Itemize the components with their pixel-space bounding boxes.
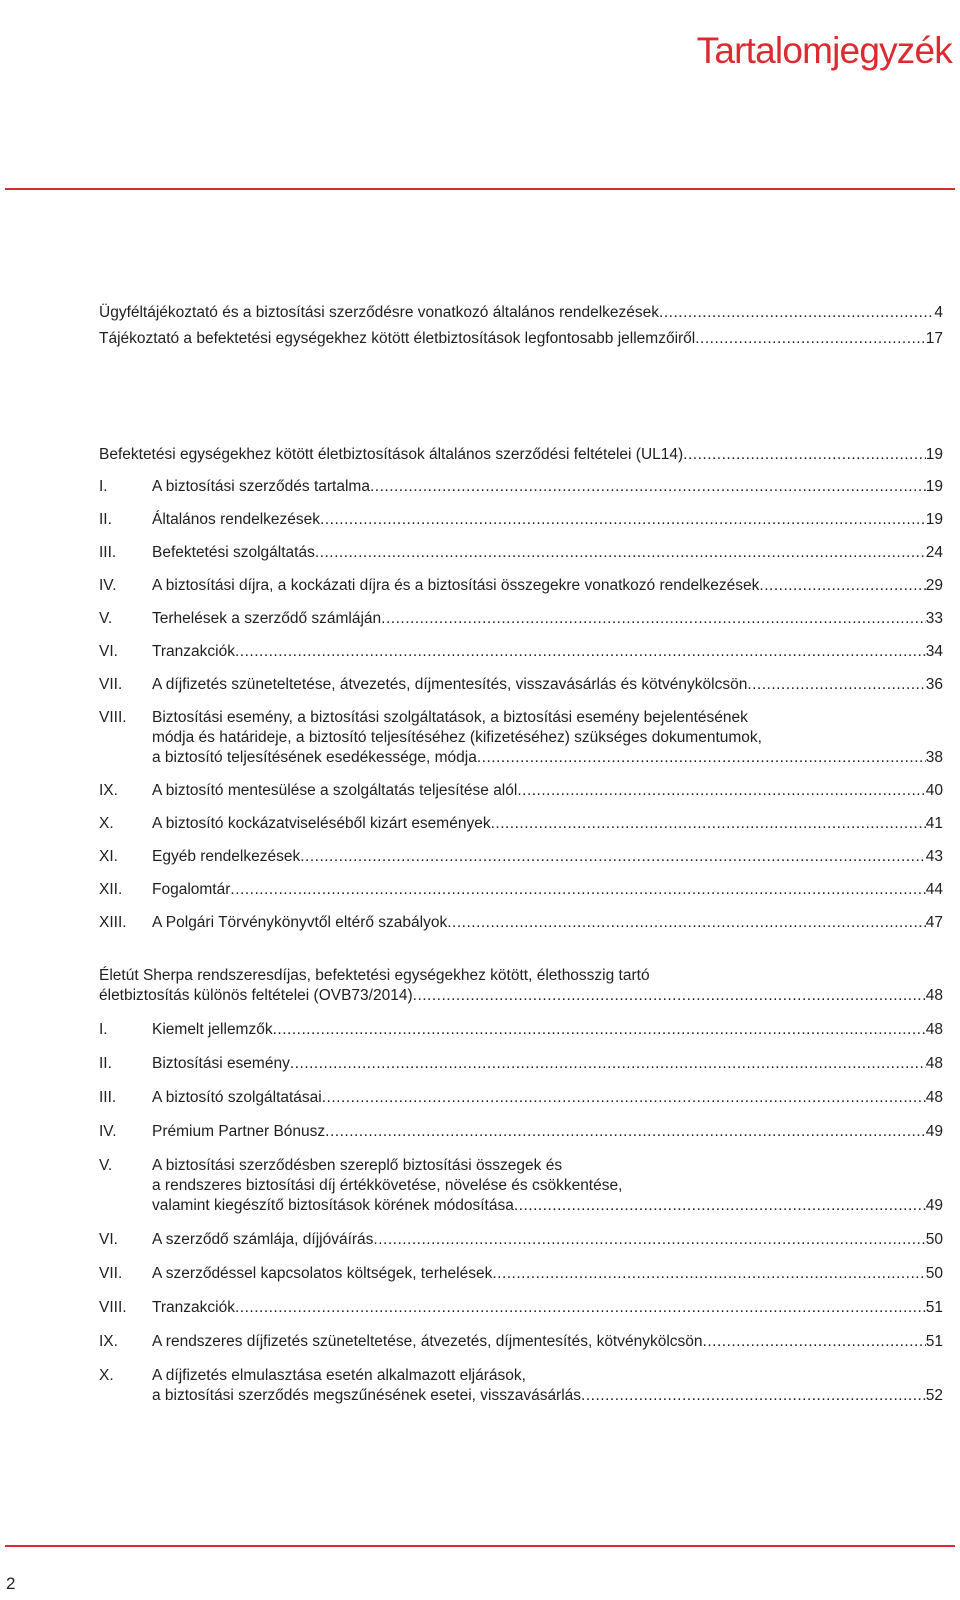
entry-page-number: 19 [925, 478, 943, 495]
entry-page-number: 50 [925, 1231, 943, 1248]
toc-entry[interactable] [99, 1156, 943, 1216]
entry-title: A szerződő számlája, díjjóváírás [152, 1231, 374, 1248]
entry-body [152, 1020, 943, 1040]
entry-roman-numeral: VII. [99, 676, 123, 693]
entry-body [152, 1264, 943, 1284]
toc-line [152, 1122, 943, 1142]
entry-roman-numeral: IX. [99, 1333, 118, 1350]
entry-title: a biztosítási szerződés megszűnésének esetei, visszavásárlás [152, 1387, 582, 1404]
entry-body [152, 1088, 943, 1108]
entry-page-number: 48 [925, 1021, 943, 1038]
dot-leader [491, 814, 926, 834]
dot-leader [747, 675, 925, 695]
dot-leader [695, 329, 926, 349]
entry-body [152, 1230, 943, 1250]
toc-line [152, 1386, 943, 1406]
entry-page-number: 49 [925, 1197, 943, 1214]
page-number: 2 [6, 1574, 16, 1593]
entry-title-line: Életút Sherpa rendszeresdíjas, befektetési egységekhez kötött, élethosszig tartó [99, 967, 650, 984]
entry-title: Tranzakciók [152, 643, 235, 660]
entry-page-number: 44 [925, 881, 943, 898]
entry-body [152, 708, 943, 768]
toc-entry[interactable] [99, 543, 943, 563]
toc-entry[interactable] [99, 1020, 943, 1040]
entry-page-number: 48 [925, 1089, 943, 1106]
entry-body [152, 477, 943, 497]
entry-page-number: 41 [925, 815, 943, 832]
toc-entry[interactable] [99, 576, 943, 596]
toc-line [152, 748, 943, 768]
toc-entry[interactable] [99, 1230, 943, 1250]
toc-line [152, 477, 943, 497]
entry-page-number: 29 [925, 577, 943, 594]
entry-body [152, 609, 943, 629]
entry-page-number: 51 [925, 1333, 943, 1350]
toc-entry[interactable] [99, 1298, 943, 1318]
toc-entry[interactable] [99, 708, 943, 768]
entry-page-number: 49 [925, 1123, 943, 1140]
toc-line [99, 303, 943, 323]
entry-roman-numeral: V. [99, 610, 113, 627]
entry-title: A biztosítási díjra, a kockázati díjra és a biztosítási összegekre vonatkozó rendelkezések [152, 577, 760, 594]
toc-line [152, 814, 943, 834]
toc-entry[interactable] [99, 675, 943, 695]
toc-line [152, 1196, 943, 1216]
entry-roman-numeral: XII. [99, 881, 123, 898]
dot-leader [447, 913, 926, 933]
toc-line [99, 986, 943, 1006]
dot-leader [477, 748, 926, 768]
toc-entry[interactable] [99, 880, 943, 900]
entry-title: Befektetési szolgáltatás [152, 544, 315, 561]
entry-roman-numeral: VII. [99, 1265, 123, 1282]
entry-title: A díjfizetés szüneteltetése, átvezetés, díjmentesítés, visszavásárlás és kötvénykölcsön [152, 676, 748, 693]
entry-title: Terhelések a szerződő számláján [152, 610, 382, 627]
dot-leader [517, 781, 925, 801]
entry-roman-numeral: III. [99, 1089, 117, 1106]
dot-leader [381, 609, 926, 629]
toc-line [152, 675, 943, 695]
dot-leader [230, 880, 925, 900]
entry-page-number: 51 [925, 1299, 943, 1316]
toc-entry[interactable] [99, 913, 943, 933]
entry-title: Egyéb rendelkezések [152, 848, 301, 865]
entry-title: Általános rendelkezések [152, 511, 321, 528]
entry-title: A biztosító mentesülése a szolgáltatás teljesítése alól [152, 782, 518, 799]
entry-title: Kiemelt jellemzők [152, 1021, 273, 1038]
toc-entry[interactable] [99, 1264, 943, 1284]
entry-roman-numeral: X. [99, 1367, 114, 1384]
toc-entry[interactable] [99, 642, 943, 662]
toc-entry[interactable] [99, 781, 943, 801]
entry-page-number: 4 [934, 304, 943, 321]
entry-title: valamint kiegészítő biztosítások körének módosítása [152, 1197, 514, 1214]
toc-line [152, 847, 943, 867]
entry-title: Biztosítási esemény [152, 1055, 290, 1072]
entry-page-number: 50 [925, 1265, 943, 1282]
toc-entry[interactable] [99, 1088, 943, 1108]
toc-entry[interactable] [99, 609, 943, 629]
toc-line [152, 913, 943, 933]
entry-body [152, 675, 943, 695]
entry-roman-numeral: VI. [99, 643, 118, 660]
toc-line [152, 510, 943, 530]
entry-page-number: 52 [925, 1387, 943, 1404]
toc-line [99, 445, 943, 465]
entry-title: Tájékoztató a befektetési egységekhez kötött életbiztosítások legfontosabb jellemzőiről [99, 330, 696, 347]
toc-line [152, 576, 943, 596]
entry-title-line: Biztosítási esemény, a biztosítási szolgáltatások, a biztosítási esemény bejelentésének [152, 709, 748, 726]
dot-leader [290, 1054, 926, 1074]
entry-title-line: a rendszeres biztosítási díj értékkövetése, növelése és csökkentése, [152, 1177, 623, 1194]
entry-body [152, 880, 943, 900]
entry-title: A biztosítási szerződés tartalma [152, 478, 370, 495]
dot-leader [322, 1088, 926, 1108]
entry-page-number: 43 [925, 848, 943, 865]
entry-page-number: 17 [925, 330, 943, 347]
dot-leader [300, 847, 926, 867]
dot-leader [235, 1298, 926, 1318]
entry-title: A biztosító kockázatviseléséből kizárt események [152, 815, 491, 832]
toc-entry[interactable] [99, 1122, 943, 1142]
entry-title: Prémium Partner Bónusz [152, 1123, 326, 1140]
entry-page-number: 24 [925, 544, 943, 561]
entry-roman-numeral: VIII. [99, 1299, 127, 1316]
entry-roman-numeral: II. [99, 1055, 112, 1072]
footer-divider [5, 1545, 955, 1547]
entry-title: Fogalomtár [152, 881, 231, 898]
entry-page-number: 19 [925, 446, 943, 463]
entry-roman-numeral: X. [99, 815, 114, 832]
entry-title: Tranzakciók [152, 1299, 235, 1316]
toc-entry[interactable] [99, 477, 943, 497]
entry-title: Befektetési egységekhez kötött életbiztosítások általános szerződési feltételei (UL14) [99, 446, 684, 463]
toc-intro [99, 303, 943, 349]
entry-roman-numeral: VI. [99, 1231, 118, 1248]
entry-body [152, 642, 943, 662]
entry-title: A biztosító szolgáltatásai [152, 1089, 322, 1106]
toc-line [152, 1332, 943, 1352]
toc-entry[interactable] [99, 329, 943, 349]
entry-body [152, 847, 943, 867]
entry-body [152, 1298, 943, 1318]
entry-page-number: 40 [925, 782, 943, 799]
toc-entry[interactable] [99, 303, 943, 323]
toc-section-ovb73 [99, 966, 943, 1406]
dot-leader [370, 477, 926, 497]
dot-leader [703, 1332, 926, 1352]
toc-line [152, 1054, 943, 1074]
entry-roman-numeral: IV. [99, 1123, 117, 1140]
entry-page-number: 48 [925, 1055, 943, 1072]
toc-section-ul14 [99, 445, 943, 933]
page-title: Tartalomjegyzék [696, 30, 952, 71]
entry-title: a biztosító teljesítésének esedékessége, módja [152, 749, 477, 766]
entry-roman-numeral: XIII. [99, 914, 127, 931]
dot-leader [315, 543, 926, 563]
header-divider [5, 188, 955, 190]
entry-body [152, 510, 943, 530]
entry-roman-numeral: VIII. [99, 709, 127, 726]
entry-page-number: 36 [925, 676, 943, 693]
entry-roman-numeral: V. [99, 1157, 113, 1174]
toc-line [152, 1020, 943, 1040]
entry-page-number: 38 [925, 749, 943, 766]
entry-roman-numeral: IX. [99, 782, 118, 799]
entry-body [152, 543, 943, 563]
entry-page-number: 19 [925, 511, 943, 528]
toc-entry[interactable] [99, 847, 943, 867]
toc-line [152, 642, 943, 662]
dot-leader [514, 1196, 926, 1216]
dot-leader [320, 510, 926, 530]
entry-body [152, 781, 943, 801]
toc-line [152, 1264, 943, 1284]
dot-leader [273, 1020, 926, 1040]
entry-title: életbiztosítás különös feltételei (OVB73/2014) [99, 987, 413, 1004]
toc-line [152, 543, 943, 563]
entry-title-line: A díjfizetés elmulasztása esetén alkalmazott eljárások, [152, 1367, 526, 1384]
entry-roman-numeral: I. [99, 1021, 108, 1038]
entry-page-number: 34 [925, 643, 943, 660]
entry-title: A Polgári Törvénykönyvtől eltérő szabályok [152, 914, 448, 931]
dot-leader [492, 1264, 925, 1284]
toc-line [152, 1298, 943, 1318]
entry-body [152, 814, 943, 834]
entry-body [152, 1054, 943, 1074]
entry-roman-numeral: I. [99, 478, 108, 495]
entry-title: A rendszeres díjfizetés szüneteltetése, átvezetés, díjmentesítés, kötvénykölcsön [152, 1333, 703, 1350]
entry-body [152, 913, 943, 933]
toc-line [152, 781, 943, 801]
toc-line [152, 880, 943, 900]
dot-leader [581, 1386, 926, 1406]
toc-entry[interactable] [99, 814, 943, 834]
dot-leader [325, 1122, 926, 1142]
toc-line [152, 1230, 943, 1250]
dot-leader [683, 445, 926, 465]
dot-leader [759, 576, 925, 596]
entry-title-line: módja és határideje, a biztosító teljesítéséhez (kifizetéséhez) szükséges dokumentumok, [152, 729, 762, 746]
dot-leader [373, 1230, 925, 1250]
entry-page-number: 33 [925, 610, 943, 627]
entry-roman-numeral: IV. [99, 577, 117, 594]
toc-entry[interactable] [99, 510, 943, 530]
dot-leader [235, 642, 926, 662]
entry-page-number: 48 [925, 987, 943, 1004]
entry-roman-numeral: XI. [99, 848, 118, 865]
entry-roman-numeral: III. [99, 544, 117, 561]
toc-line [152, 609, 943, 629]
toc-entry[interactable] [99, 1054, 943, 1074]
toc-section-heading[interactable] [99, 445, 943, 465]
entry-body [152, 1122, 943, 1142]
toc-entry[interactable] [99, 1366, 943, 1406]
entry-title-line: A biztosítási szerződésben szereplő biztosítási összegek és [152, 1157, 563, 1174]
toc-line [152, 1088, 943, 1108]
toc-entry[interactable] [99, 1332, 943, 1352]
entry-roman-numeral: II. [99, 511, 112, 528]
entry-page-number: 47 [925, 914, 943, 931]
dot-leader [659, 303, 934, 323]
entry-title: Ügyféltájékoztató és a biztosítási szerződésre vonatkozó általános rendelkezések [99, 304, 660, 321]
entry-body [152, 1366, 943, 1406]
toc-section-heading[interactable] [99, 966, 943, 1006]
entry-title: A szerződéssel kapcsolatos költségek, terhelések [152, 1265, 493, 1282]
toc-line [99, 329, 943, 349]
entry-body [152, 576, 943, 596]
dot-leader [413, 986, 926, 1006]
entry-body [152, 1156, 943, 1216]
entry-body [152, 1332, 943, 1352]
